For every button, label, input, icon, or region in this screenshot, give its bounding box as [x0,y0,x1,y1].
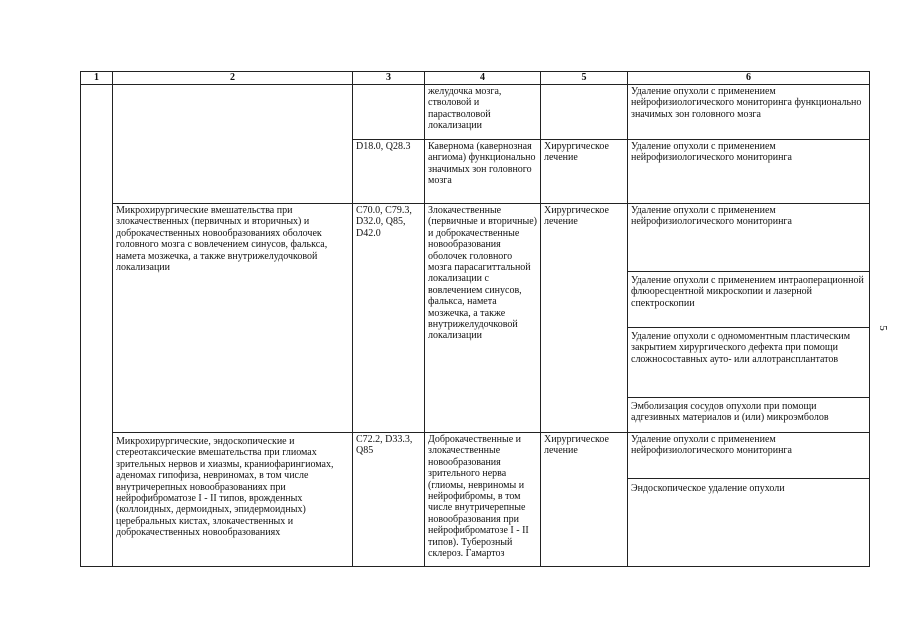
group2-treatment: Хирургическое лечение [541,204,628,433]
group1-b-treatment: Хирургическое лечение [541,140,628,204]
group1-b-method: Удаление опухоли с применением нейрофизиологического мониторинга [628,140,870,204]
group3-intervention: Микрохирургические, эндоскопические и стереотаксические вмешательства при глиомах зрительных нервов и хиазмы, краниофарингиомах, аденомах гипофиза, невриномах, в том числе внутричерепных новообразованиях при нейрофиброматозе I - II типов, врожденных (коллоидных, дермоидных, эпидермоидных) церебральных кистах, злокачественных и доброкачественных новообразованиях [113,433,353,567]
group1-a-col5-cell [541,85,628,140]
header-col-6: 6 [628,72,870,85]
header-row [81,72,870,85]
group3-method-2: Эндоскопическое удаление опухоли [628,479,870,567]
medical-procedures-table [80,71,870,567]
group2-method-3: Удаление опухоли с одномоментным пластическим закрытием хирургического дефекта при помощи сложносоставных ауто- или аллотрансплантатов [628,328,870,398]
group1-b-codes: D18.0, Q28.3 [353,140,425,204]
group3-method-1: Удаление опухоли с применением нейрофизиологического мониторинга [628,433,870,479]
group2-method-4: Эмболизация сосудов опухоли при помощи адгезивных материалов и (или) микроэмболов [628,398,870,433]
group2-method-1: Удаление опухоли с применением нейрофизиологического мониторинга [628,204,870,272]
group2-method-2: Удаление опухоли с применением интраоперационной флюоресцентной микроскопии и лазерной спектроскопии [628,272,870,328]
group1-a-col3-cell [353,85,425,140]
table-row [81,433,870,479]
group3-diagnosis: Доброкачественные и злокачественные новообразования зрительного нерва (глиомы, невриномы и нейрофибромы, в том числе внутричерепные новообразования при нейрофиброматозе I - II типов). Туберозный склероз. Гамартоз [425,433,541,567]
table-row [81,85,870,140]
group1-b-diagnosis: Кавернома (кавернозная ангиома) функционально значимых зон головного мозга [425,140,541,204]
group3-codes: C72.2, D33.3, Q85 [353,433,425,567]
group1-col2-cell [113,85,353,204]
group1-a-diagnosis: желудочка мозга, стволовой и парастволовой локализации [425,85,541,140]
page-number: 5 [876,325,889,331]
group2-intervention: Микрохирургические вмешательства при злокачественных (первичных и вторичных) и доброкачественных новообразованиях оболочек головного мозга с вовлечением синусов, фалькса, намета мозжечка, а также внутрижелудочковой локализации [113,204,353,433]
group2-diagnosis: Злокачественные (первичные и вторичные) и доброкачественные новообразования оболочек головного мозга парасагиттальной локализации с вовлечением синусов, фалькса, намета мозжечка, а также внутрижелудочковой локализации [425,204,541,433]
header-col-4: 4 [425,72,541,85]
header-col-2: 2 [113,72,353,85]
col1-empty-cell [81,85,113,567]
group2-codes: C70.0, C79.3, D32.0, Q85, D42.0 [353,204,425,433]
table-row [81,204,870,272]
header-col-5: 5 [541,72,628,85]
group1-a-method: Удаление опухоли с применением нейрофизиологического мониторинга функционально значимых зон головного мозга [628,85,870,140]
header-col-3: 3 [353,72,425,85]
group3-treatment: Хирургическое лечение [541,433,628,567]
header-col-1: 1 [81,72,113,85]
